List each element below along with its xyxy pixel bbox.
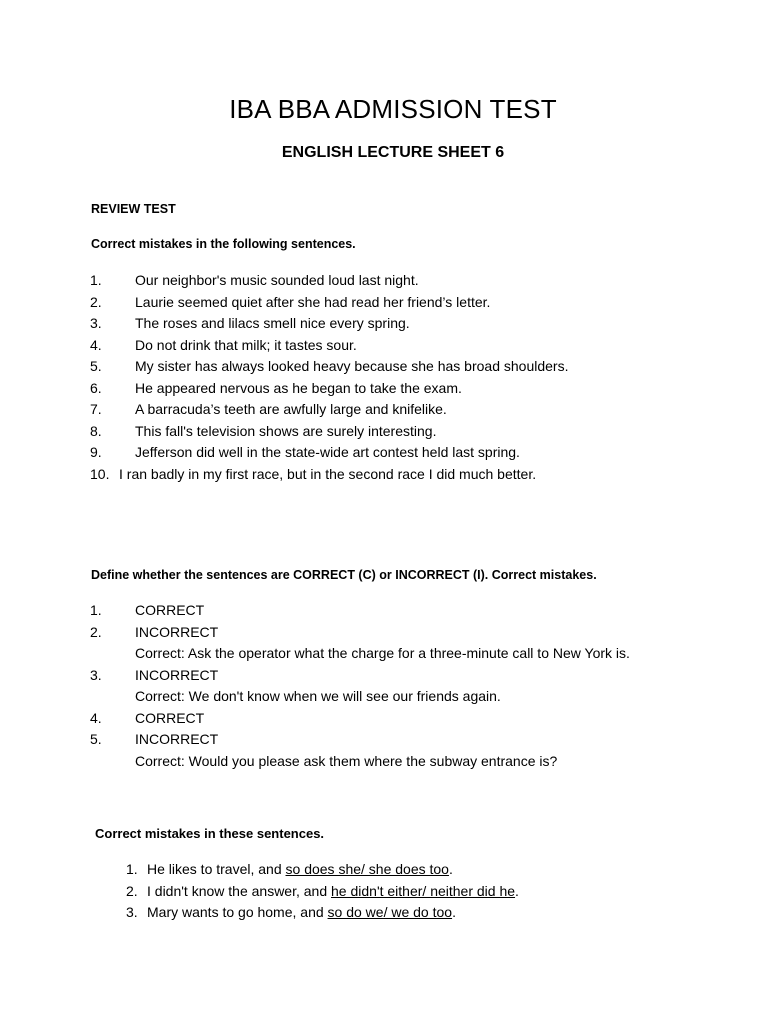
item-text: Laurie seemed quiet after she had read her friend’s letter. xyxy=(135,293,491,310)
list-item xyxy=(90,270,568,292)
list-item xyxy=(90,729,630,751)
list-item xyxy=(90,378,568,400)
item-text: This fall's television shows are surely interesting. xyxy=(135,422,437,439)
item-text: The roses and lilacs smell nice every spring. xyxy=(135,315,410,331)
item-punct: . xyxy=(515,882,519,899)
list-item xyxy=(90,335,568,357)
define-instruction: Define whether the sentences are CORRECT (C) or INCORRECT (I). Correct mistakes. xyxy=(91,568,597,582)
list-item xyxy=(126,902,519,924)
item-text: I didn't know the answer, and xyxy=(147,882,332,899)
item-punct: . xyxy=(452,904,456,920)
item-number: 8. xyxy=(90,422,102,439)
item-number: 7. xyxy=(90,401,102,417)
item-number: 1. xyxy=(126,861,138,877)
item-number: 1. xyxy=(90,272,102,288)
item-text: Do not drink that milk; it tastes sour. xyxy=(135,336,357,353)
list-item xyxy=(90,708,630,730)
item-number: 3. xyxy=(90,666,102,683)
review-instruction: Correct mistakes in the following sentences. xyxy=(91,237,356,251)
item-answer: he didn't either/ neither did he xyxy=(331,882,516,899)
item-text: Jefferson did well in the state-wide art contest held last spring. xyxy=(135,444,520,460)
item-number: 2. xyxy=(126,882,138,899)
item-number: 4. xyxy=(90,709,102,726)
item-number: 5. xyxy=(90,358,102,374)
item-number: 9. xyxy=(90,444,102,460)
page-title: IBA BBA ADMISSION TEST xyxy=(229,94,557,124)
item-number: 2. xyxy=(90,623,102,640)
item-text: He appeared nervous as he began to take the exam. xyxy=(135,379,462,396)
list-item xyxy=(90,622,630,644)
item-correction: Correct: Would you please ask them where the subway entrance is? xyxy=(135,752,558,769)
list-item xyxy=(126,859,519,881)
item-number: 3. xyxy=(90,315,102,331)
list-item xyxy=(90,421,568,443)
page-subtitle: ENGLISH LECTURE SHEET 6 xyxy=(281,144,505,161)
item-text: A barracuda’s teeth are awfully large and knifelike. xyxy=(135,401,447,417)
review-heading: REVIEW TEST xyxy=(91,202,176,216)
item-verdict: CORRECT xyxy=(135,602,205,618)
item-correction: Correct: We don't know when we will see our friends again. xyxy=(135,688,501,704)
correct-these-instruction: Correct mistakes in these sentences. xyxy=(95,826,325,841)
list-item xyxy=(90,442,568,464)
review-list xyxy=(90,270,568,485)
item-text: Mary wants to go home, and xyxy=(147,904,328,920)
item-answer: so does she/ she does too xyxy=(285,861,449,877)
list-item xyxy=(90,292,568,314)
list-item xyxy=(90,356,568,378)
item-text: He likes to travel, and xyxy=(147,861,286,877)
item-number: 1. xyxy=(90,602,102,618)
item-correction: Correct: Ask the operator what the charge for a three-minute call to New York is. xyxy=(135,645,630,661)
item-number: 2. xyxy=(90,293,102,310)
item-verdict: INCORRECT xyxy=(135,731,219,747)
list-item xyxy=(90,399,568,421)
list-item xyxy=(90,665,630,687)
item-text: I ran badly in my first race, but in the second race I did much better. xyxy=(119,465,537,482)
correct-these-list xyxy=(126,859,519,924)
list-item xyxy=(126,881,519,903)
item-number: 10. xyxy=(90,465,110,482)
item-answer: so do we/ we do too xyxy=(327,904,453,920)
item-verdict: INCORRECT xyxy=(135,666,219,683)
list-item xyxy=(90,464,568,486)
item-punct: . xyxy=(448,861,453,877)
item-verdict: CORRECT xyxy=(135,709,205,726)
item-verdict: INCORRECT xyxy=(135,623,219,640)
item-number: 5. xyxy=(90,731,102,747)
list-item xyxy=(90,600,630,622)
define-list xyxy=(90,600,630,772)
item-text: Our neighbor's music sounded loud last night. xyxy=(135,272,419,288)
list-item xyxy=(90,313,568,335)
item-number: 6. xyxy=(90,379,102,396)
item-number: 3. xyxy=(126,904,138,920)
item-number: 4. xyxy=(90,336,102,353)
item-text: My sister has always looked heavy because she has broad shoulders. xyxy=(135,358,569,374)
